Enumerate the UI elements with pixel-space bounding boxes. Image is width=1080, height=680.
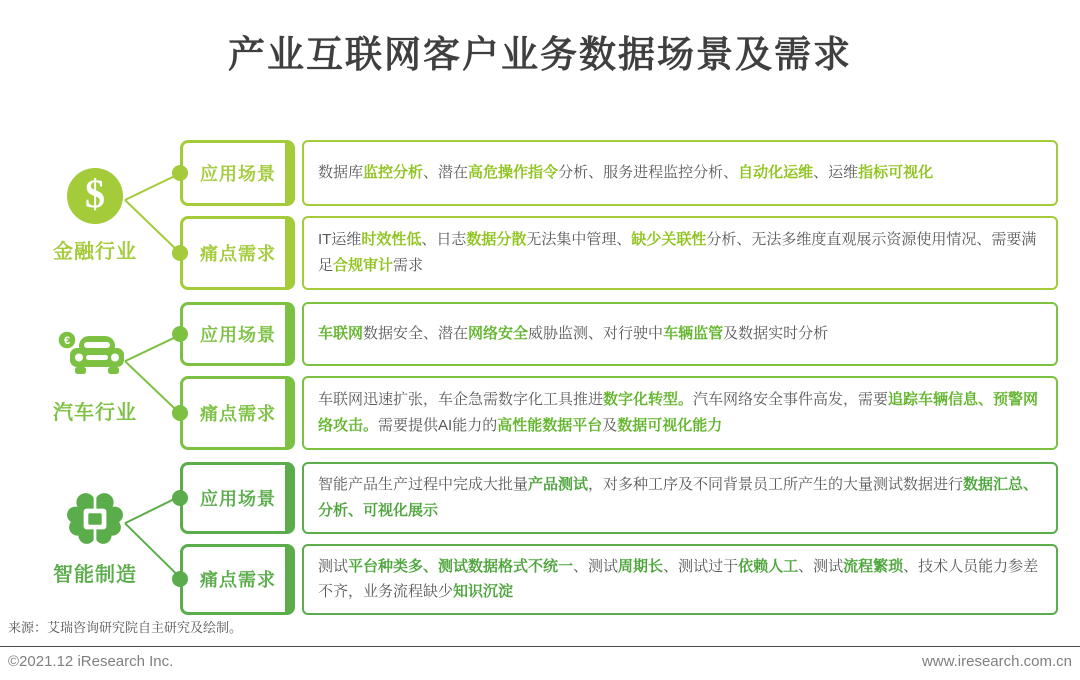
content-text <box>318 387 1042 439</box>
highlighted-phrase: 车辆监管 <box>663 325 724 343</box>
highlighted-phrase: 追踪车辆信息、预警网络攻击。 <box>318 391 1039 434</box>
plain-phrase: 车联网迅速扩张，车企急需数字化工具推进 <box>318 391 604 409</box>
brain-chip-icon <box>66 490 124 548</box>
copyright-text: ©2021.12 iResearch Inc. <box>8 653 174 670</box>
highlighted-phrase: 流程繁琐 <box>843 557 904 575</box>
label-text: 应用场景 <box>200 325 276 345</box>
bullet-dot-icon <box>172 245 188 261</box>
bullet-dot-icon <box>172 326 188 342</box>
content-finance-scenario <box>302 140 1058 206</box>
source-note: 来源：艾瑞咨询研究院自主研究及绘制。 <box>8 620 243 635</box>
highlighted-phrase: 数据汇总、分析、可视化展示 <box>318 476 1039 519</box>
highlighted-phrase: 自动化运维 <box>738 164 814 182</box>
plain-phrase: 、日志 <box>421 231 467 249</box>
row-finance-scenario <box>180 140 1058 206</box>
label-text: 痛点需求 <box>200 404 276 424</box>
highlighted-phrase: 合规审计 <box>333 257 394 274</box>
highlighted-phrase: 数字化转型。 <box>603 391 694 409</box>
industry-automotive <box>45 302 145 450</box>
plain-phrase: 、技术人员能力参差不齐，业务流程缺少 <box>318 557 1039 601</box>
plain-phrase: 及 <box>602 417 618 434</box>
highlighted-phrase: 知识沉淀 <box>453 583 514 601</box>
dollar-coin-icon <box>67 167 123 225</box>
highlighted-phrase: 网络安全 <box>468 325 529 343</box>
plain-phrase: 威胁监测、对行驶中 <box>528 325 664 343</box>
content-text <box>318 321 828 347</box>
highlighted-phrase: 依赖人工 <box>738 557 799 575</box>
content-manufacturing-scenario <box>302 462 1058 534</box>
label-box-application-scenario <box>180 140 295 206</box>
row-manufacturing-scenario <box>180 462 1058 534</box>
plain-phrase: 测试 <box>318 557 349 575</box>
label-box-pain-point <box>180 216 295 290</box>
label-box-application-scenario <box>180 462 295 534</box>
highlighted-phrase: 缺少关联性 <box>631 231 707 249</box>
bullet-dot-icon <box>172 405 188 421</box>
plain-phrase: 分析、服务进程监控分析、 <box>558 164 739 182</box>
industry-label-automotive: 汽车行业 <box>53 401 137 424</box>
content-text <box>318 472 1042 524</box>
plain-phrase: 分析、无法多维度直观展示资源使用情况、需要满足 <box>318 231 1037 274</box>
rows-finance <box>180 140 1058 290</box>
section-finance <box>45 140 1058 290</box>
rows-manufacturing <box>180 462 1058 615</box>
label-text: 痛点需求 <box>200 570 276 591</box>
plain-phrase: IT运维 <box>318 231 362 249</box>
bullet-dot-icon <box>172 490 188 506</box>
industry-manufacturing <box>45 462 145 615</box>
page-title: 产业互联网客户业务数据场景及需求 <box>228 34 852 75</box>
label-text: 应用场景 <box>200 488 276 509</box>
footer-divider <box>0 646 1080 647</box>
row-automotive-scenario <box>180 302 1058 366</box>
rows-automotive <box>180 302 1058 450</box>
label-box-pain-point <box>180 544 295 616</box>
bullet-dot-icon <box>172 571 188 587</box>
plain-phrase: 汽车网络安全事件高发，需要 <box>693 391 889 409</box>
section-manufacturing <box>45 462 1058 615</box>
plain-phrase: 、运维 <box>813 164 859 182</box>
section-automotive <box>45 302 1058 450</box>
highlighted-phrase: 监控分析 <box>363 164 424 182</box>
euro-glyph: € <box>63 334 71 347</box>
plain-phrase: 智能产品生产过程中完成大批量 <box>318 476 529 493</box>
highlighted-phrase: 产品测试 <box>528 476 589 493</box>
highlighted-phrase: 高危操作指令 <box>468 164 559 182</box>
plain-phrase: 无法集中管理、 <box>526 231 632 249</box>
label-box-pain-point <box>180 376 295 450</box>
highlighted-phrase: 数据可视化能力 <box>617 417 723 434</box>
industry-label-manufacturing: 智能制造 <box>53 564 137 587</box>
highlighted-phrase: 周期长 <box>618 557 664 575</box>
industry-finance <box>45 140 145 290</box>
content-text <box>318 227 1042 279</box>
plain-phrase: 需要提供AI能力的 <box>378 417 498 434</box>
content-automotive-scenario <box>302 302 1058 366</box>
highlighted-phrase: 时效性低 <box>361 231 422 249</box>
industry-label-finance: 金融行业 <box>53 240 137 263</box>
highlighted-phrase: 平台种类多、测试数据格式不统一 <box>348 557 574 575</box>
content-text <box>318 160 933 186</box>
highlighted-phrase: 车联网 <box>318 325 364 343</box>
content-text <box>318 554 1042 606</box>
website-url: www.iresearch.com.cn <box>921 653 1072 670</box>
plain-phrase: 、测试过于 <box>663 557 739 575</box>
plain-phrase: 数据安全、潜在 <box>363 325 469 343</box>
plain-phrase: 、测试 <box>573 557 619 575</box>
diagram-body <box>45 140 1058 615</box>
plain-phrase: 、潜在 <box>423 164 469 182</box>
dollar-glyph: $ <box>67 168 123 224</box>
plain-phrase: 数据库 <box>318 164 364 182</box>
highlighted-phrase: 指标可视化 <box>858 164 934 182</box>
content-manufacturing-painpoint <box>302 544 1058 616</box>
row-manufacturing-painpoint <box>180 544 1058 616</box>
plain-phrase: ，对多种工序及不同背景员工所产生的大量测试数据进行 <box>588 476 964 493</box>
highlighted-phrase: 数据分散 <box>466 231 527 249</box>
label-box-application-scenario <box>180 302 295 366</box>
plain-phrase: 及数据实时分析 <box>723 325 829 343</box>
label-text: 应用场景 <box>200 164 276 184</box>
highlighted-phrase: 高性能数据平台 <box>497 417 603 434</box>
plain-phrase: 需求 <box>393 257 424 274</box>
content-automotive-painpoint <box>302 376 1058 450</box>
car-icon <box>57 328 133 386</box>
bullet-dot-icon <box>172 165 188 181</box>
content-finance-painpoint <box>302 216 1058 290</box>
row-finance-painpoint <box>180 216 1058 290</box>
label-text: 痛点需求 <box>200 244 276 264</box>
plain-phrase: 、测试 <box>798 557 844 575</box>
row-automotive-painpoint <box>180 376 1058 450</box>
